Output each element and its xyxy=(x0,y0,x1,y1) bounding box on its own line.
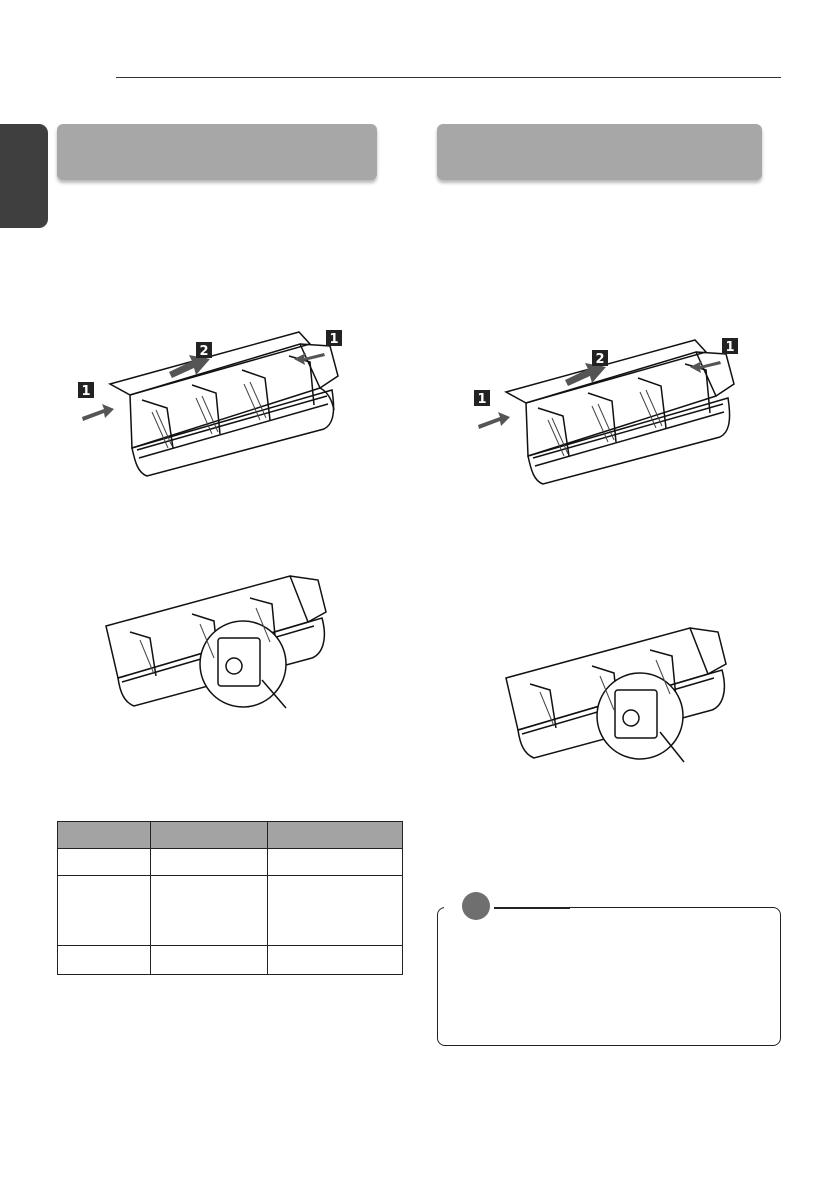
left-section-header xyxy=(57,124,377,180)
right-section-header xyxy=(437,124,762,180)
table-cell xyxy=(268,876,403,946)
table-cell xyxy=(151,876,268,946)
table-header-cell xyxy=(268,822,403,849)
table-cell xyxy=(151,946,268,975)
step-badge-1b-right: 1 xyxy=(725,340,735,355)
step-badge-2-right: 2 xyxy=(595,352,605,367)
table-cell xyxy=(58,849,151,876)
table-cell xyxy=(58,946,151,975)
table-cell xyxy=(268,849,403,876)
header-rule xyxy=(116,77,781,78)
note-icon xyxy=(462,892,490,920)
filter-detail-illustration-left xyxy=(100,568,340,718)
table-cell xyxy=(268,946,403,975)
table-row xyxy=(58,946,403,975)
open-front-panel-illustration-right xyxy=(470,338,750,498)
step-badge-1-right: 1 xyxy=(477,392,487,407)
table-header-row xyxy=(58,822,403,849)
table-cell xyxy=(151,849,268,876)
open-front-panel-illustration-left xyxy=(74,330,354,490)
step-badge-2-left: 2 xyxy=(199,344,209,359)
language-side-tab xyxy=(0,124,48,228)
step-badge-1b-left: 1 xyxy=(329,332,339,347)
spec-table xyxy=(57,821,403,975)
table-header-cell xyxy=(151,822,268,849)
table-header-cell xyxy=(58,822,151,849)
table-row xyxy=(58,876,403,946)
step-badge-1-left: 1 xyxy=(81,384,91,399)
note-box xyxy=(437,907,781,1046)
filter-detail-illustration-right xyxy=(500,620,740,770)
table-row xyxy=(58,849,403,876)
table-cell xyxy=(58,876,151,946)
note-title-rule xyxy=(494,907,570,909)
